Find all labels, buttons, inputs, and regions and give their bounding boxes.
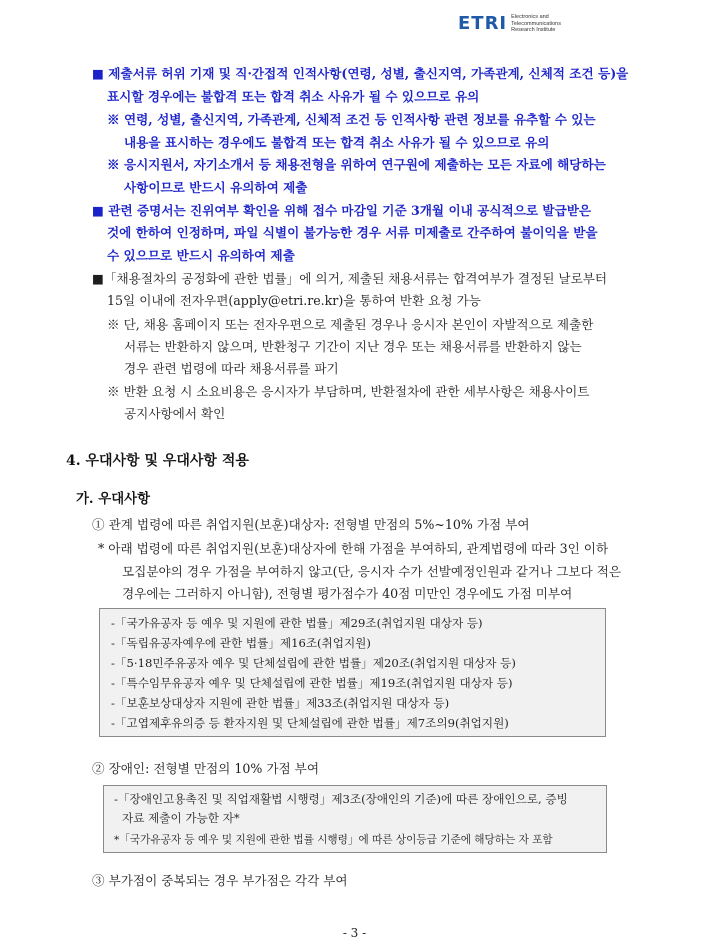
remark-3-line-1: ※ 단, 채용 홈페이지 또는 전자우편으로 제출된 경우나 응시자 본인이 자발적으로 제출한 [107, 317, 594, 332]
etri-logo [458, 14, 597, 34]
law-item-2: -「독립유공자예우에 관한 법률」제16조(취업지원) [111, 636, 371, 650]
remark-1-line-2: 내용을 표시하는 경우에도 불합격 또는 합격 취소 사유가 될 수 있으므로 유의 [124, 135, 550, 150]
subsection-a-heading: 가. 우대사항 [76, 491, 151, 507]
law-item-3: -「5·18민주유공자 예우 및 단체설립에 관한 법률」제20조(취업지원 대상자 등) [111, 656, 516, 670]
remark-3-line-2: 서류는 반환하지 않으며, 반환청구 기간이 지난 경우 또는 채용서류를 반환하지 않는 [124, 339, 582, 354]
bullet-3-line-1: ■「채용절차의 공정화에 관한 법률」에 의거, 제출된 채용서류는 합격여부가 결정된 날로부터 [92, 271, 608, 286]
bullet-1-line-1: ■ 제출서류 허위 기재 및 직·간접적 인적사항(연령, 성별, 출신지역, 가족관계, 신체적 조건 등)을 [92, 66, 629, 81]
logo-text-line-1: Electronics and Telecommunications [511, 14, 561, 27]
item-1-note-line-2: 모집분야의 경우 가점을 부여하지 않고(단, 응시자 수가 선발예정인원과 같거나 그보다 적은 [122, 564, 622, 579]
logo-text [511, 14, 597, 34]
bullet-3-line-2: 15일 이내에 전자우편(apply@etri.re.kr)을 통하여 반환 요청 가능 [107, 293, 481, 308]
item-1: ① 관계 법령에 따른 취업지원(보훈)대상자: 전형별 만점의 5%~10% 가점 부여 [92, 517, 530, 532]
remark-1-line-1: ※ 연령, 성별, 출신지역, 가족관계, 신체적 조건 등 인적사항 관련 정보를 유추할 수 있는 [107, 112, 596, 127]
logo-text-line-2: Research Institute [511, 27, 556, 33]
item-1-note-line-3: 경우에는 그러하지 아니함), 전형별 평가점수가 40점 미만인 경우에도 가점 미부여 [122, 586, 573, 601]
disability-note: *「국가유공자 등 예우 및 지원에 관한 법률 시행령」에 따른 상이등급 기준에 해당하는 자 포함 [114, 834, 553, 846]
law-list-box [99, 608, 606, 737]
bullet-2-line-1: ■ 관련 증명서는 진위여부 확인을 위해 접수 마감일 기준 3개월 이내 공식적으로 발급받은 [92, 203, 592, 218]
remark-3-line-3: 경우 관련 법령에 따라 채용서류를 파기 [124, 361, 339, 376]
remark-2-line-1: ※ 응시지원서, 자기소개서 등 채용전형을 위하여 연구원에 제출하는 모든 자료에 해당하는 [107, 157, 606, 172]
bullet-2-line-2: 것에 한하여 인정하며, 파일 식별이 불가능한 경우 서류 미제출로 간주하여 불이익을 받을 [107, 225, 598, 240]
page-number: - 3 - [342, 926, 367, 940]
remark-4-line-1: ※ 반환 요청 시 소요비용은 응시자가 부담하며, 반환절차에 관한 세부사항은 채용사이트 [107, 384, 590, 399]
disability-line-1: -「장애인고용촉진 및 직업재활법 시행령」제3조(장애인의 기준)에 따른 장애인으로, 증빙 [114, 792, 568, 806]
item-1-note-line-1: * 아래 법령에 따른 취업지원(보훈)대상자에 한해 가점을 부여하되, 관계법령에 따라 3인 이하 [98, 541, 609, 556]
bullet-2-line-3: 수 있으므로 반드시 유의하여 제출 [107, 248, 295, 263]
law-item-5: -「보훈보상대상자 지원에 관한 법률」제33조(취업지원 대상자 등) [111, 696, 450, 710]
bullet-1-line-2: 표시할 경우에는 불합격 또는 합격 취소 사유가 될 수 있으므로 유의 [107, 89, 480, 104]
logo-mark: ETRI [458, 12, 508, 34]
section-4-heading: 4. 우대사항 및 우대사항 적용 [66, 453, 249, 469]
law-item-6: -「고엽제후유의증 등 환자지원 및 단체설립에 관한 법률」제7조의9(취업지원) [111, 716, 509, 730]
law-item-4: -「특수임무유공자 예우 및 단체설립에 관한 법률」제19조(취업지원 대상자 등) [111, 676, 513, 690]
remark-4-line-2: 공지사항에서 확인 [124, 406, 226, 421]
law-item-1: -「국가유공자 등 예우 및 지원에 관한 법률」제29조(취업지원 대상자 등) [111, 616, 483, 630]
item-3: ③ 부가점이 중복되는 경우 부가점은 각각 부여 [92, 873, 348, 888]
disability-line-2: 자료 제출이 가능한 자* [122, 811, 240, 825]
item-2: ② 장애인: 전형별 만점의 10% 가점 부여 [92, 761, 319, 776]
remark-2-line-2: 사항이므로 반드시 유의하여 제출 [124, 180, 308, 195]
disability-box [103, 785, 607, 853]
